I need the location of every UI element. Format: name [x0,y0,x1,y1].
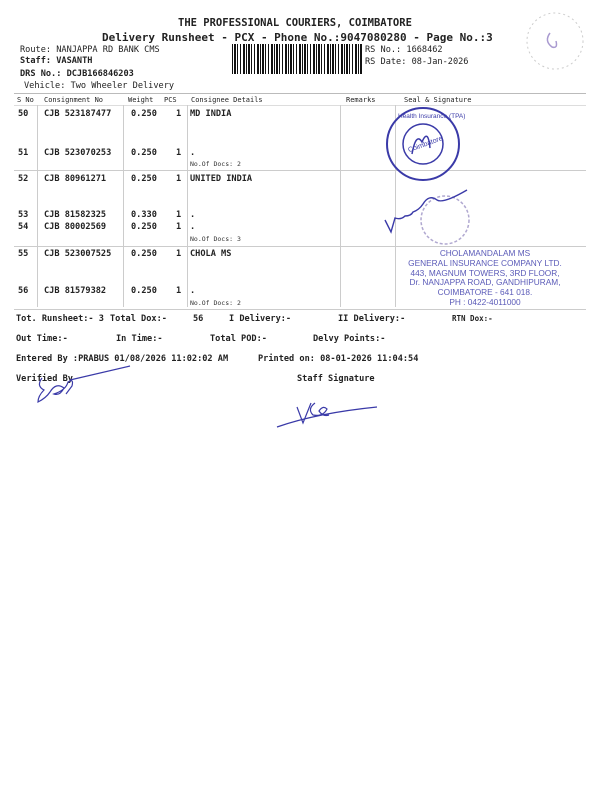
consignee: . [190,148,196,158]
stamp-line: 443, MAGNUM TOWERS, 3RD FLOOR, [410,267,560,278]
total-dox-value: 56 [193,314,204,324]
sno: 51 [18,148,29,158]
mdindia-stamp-icon [378,104,468,190]
weight: 0.250 [131,174,157,184]
signature-stamp-icon [380,190,500,246]
pcs: 1 [176,210,182,220]
sno: 54 [18,222,29,232]
delvy-points: Delvy Points:- [313,334,386,344]
weight: 0.250 [131,148,157,158]
pcs: 1 [176,286,182,296]
stamp-line: CHOLAMANDALAM MS [439,248,531,258]
docs-count: No.Of Docs: 2 [190,160,241,168]
staff-signature-icon [275,395,385,430]
entered-by: Entered By :PRABUS 01/08/2026 11:02:02 AM [16,354,229,364]
sno: 52 [18,174,29,184]
pcs: 1 [176,109,182,119]
consignment-no: CJB 523187477 [44,109,112,119]
faint-seal-icon [520,8,590,78]
pcs: 1 [176,249,182,259]
col-weight: Weight [128,96,154,104]
sno: 56 [18,286,29,296]
rtn-dox: RTN Dox:- [452,314,493,323]
col-divider [187,105,188,307]
weight: 0.250 [131,109,157,119]
consignee: CHOLA MS [190,249,232,259]
svg-text:Health Insurance (TPA): Health Insurance (TPA) [398,113,466,120]
rs-number: RS No.: 1668462 [365,45,443,55]
staff: Staff: VASANTH [20,56,93,66]
consignee: MD INDIA [190,109,232,119]
drs-number: DRS No.: DCJB166846203 [20,69,134,79]
verified-signature-icon [30,370,120,410]
weight: 0.330 [131,210,157,220]
weight: 0.250 [131,286,157,296]
company-title: THE PROFESSIONAL COURIERS, COIMBATORE [178,17,412,29]
barcode [232,44,362,74]
verified-by: Verified By [16,374,73,384]
tot-runsheet: Tot. Runsheet:- 3 [16,314,104,324]
docs-count: No.Of Docs: 2 [190,299,241,307]
consignee: UNITED INDIA [190,174,253,184]
weight: 0.250 [131,222,157,232]
in-time: In Time:- [116,334,163,344]
stamp-line: COIMBATORE - 641 018. [437,287,533,298]
chola-stamp [386,249,584,308]
out-time: Out Time:- [16,334,68,344]
printed-on: Printed on: 08-01-2026 11:04:54 [258,354,419,364]
consignment-no: CJB 80002569 [44,222,107,232]
runsheet-subtitle: Delivery Runsheet - PCX - Phone No.:9047080280 - Page No.:3 [102,31,493,44]
total-pod: Total POD:- [210,334,267,344]
group-divider [14,170,586,171]
consignment-no: CJB 523007525 [44,249,112,259]
sno: 50 [18,109,29,119]
col-seal: Seal & Signature [404,96,472,104]
ii-delivery: II Delivery:- [338,314,406,324]
col-pcs: PCS [164,96,177,104]
col-consignee: Consignee Details [191,96,263,104]
col-consignment: Consignment No [44,96,104,104]
group-divider [14,246,586,247]
table-top-line [14,93,586,94]
group-divider [14,309,586,310]
docs-count: No.Of Docs: 3 [190,235,241,243]
col-sno: S No [17,96,34,104]
stamp-line: Dr. NANJAPPA ROAD, GANDHIPURAM, [409,277,561,288]
stamp-line: GENERAL INSURANCE COMPANY LTD. [408,257,562,268]
consignment-no: CJB 80961271 [44,174,107,184]
weight: 0.250 [131,249,157,259]
total-dox-label: Total Dox:- [110,314,167,324]
staff-signature-label: Staff Signature [297,374,375,384]
svg-text:Coimbatore: Coimbatore [407,135,444,155]
col-remarks: Remarks [346,96,376,104]
consignment-no: CJB 81582325 [44,210,107,220]
route: Route: NANJAPPA RD BANK CMS [20,45,160,55]
col-divider [123,105,124,307]
pcs: 1 [176,222,182,232]
pcs: 1 [176,148,182,158]
consignment-no: CJB 523070253 [44,148,112,158]
sno: 53 [18,210,29,220]
consignee: . [190,210,196,220]
consignee: . [190,222,196,232]
stamp-line: PH : 0422-4011000 [449,296,521,307]
header-line [14,105,586,106]
col-divider [340,105,341,307]
consignment-no: CJB 81579382 [44,286,107,296]
pcs: 1 [176,174,182,184]
sno: 55 [18,249,29,259]
consignee: . [190,286,196,296]
vehicle: Vehicle: Two Wheeler Delivery [24,81,175,91]
i-delivery: I Delivery:- [229,314,292,324]
col-divider [37,105,38,307]
rs-date: RS Date: 08-Jan-2026 [365,57,469,67]
